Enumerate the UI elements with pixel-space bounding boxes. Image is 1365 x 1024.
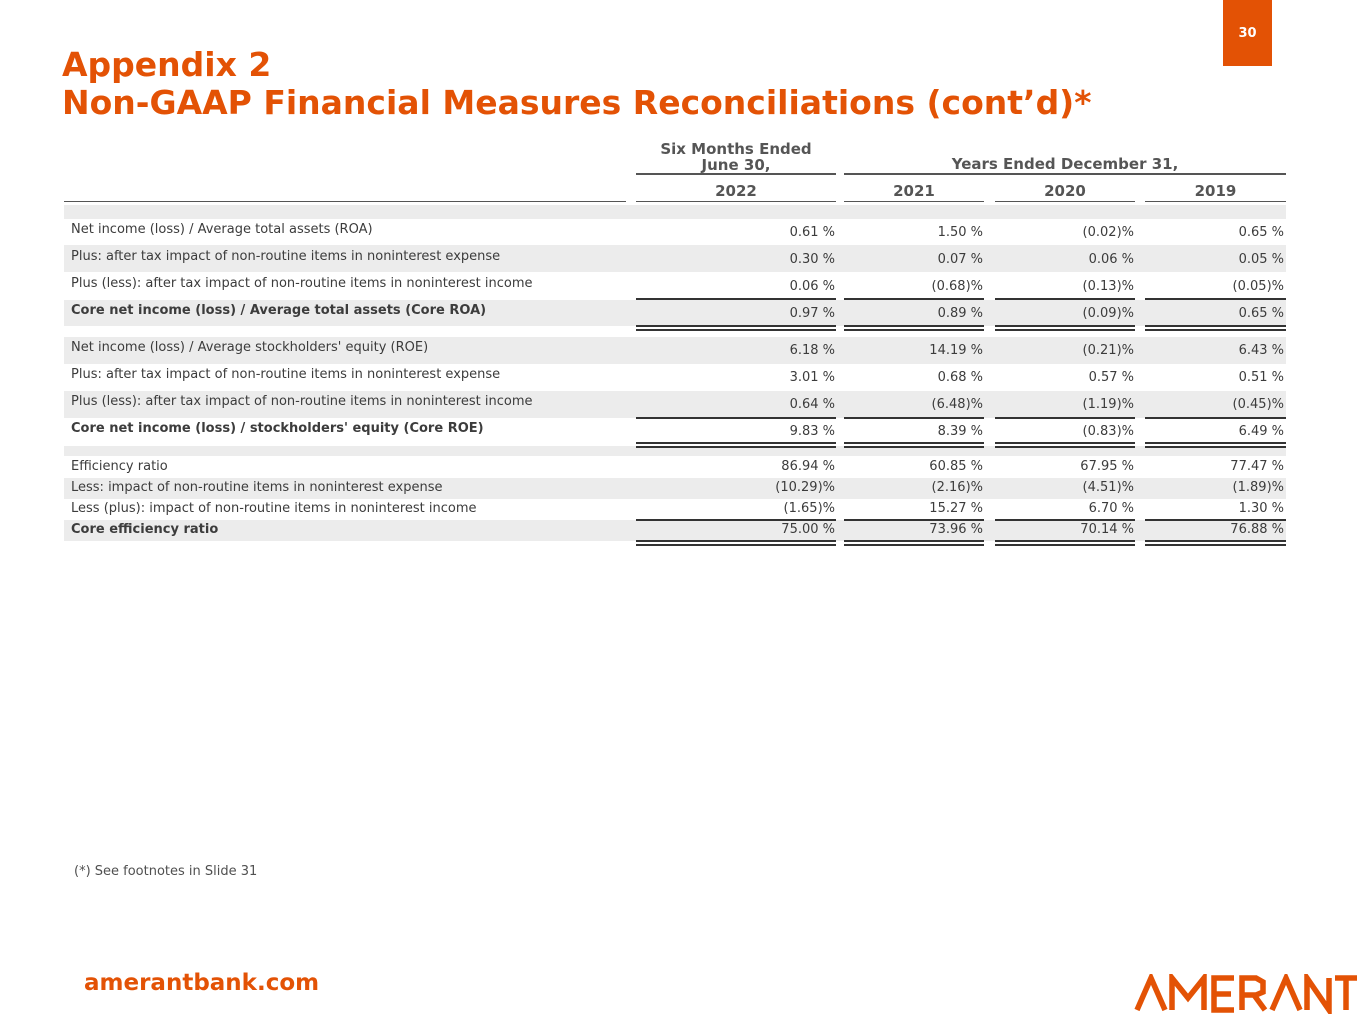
cell-2019: 0.05 % xyxy=(1238,252,1284,267)
column-header-2022: 2022 xyxy=(715,182,757,200)
cell-2022: 6.18 % xyxy=(789,343,835,358)
subtotal-rule xyxy=(1145,298,1286,300)
cell-2020: (0.13)% xyxy=(1082,279,1134,294)
spacer-band xyxy=(64,205,1286,219)
subtotal-rule xyxy=(636,298,836,300)
page-number-badge xyxy=(1223,0,1272,66)
row-label: Plus (less): after tax impact of non-routine items in noninterest income xyxy=(71,276,533,291)
row-label: Plus (less): after tax impact of non-routine items in noninterest income xyxy=(71,394,533,409)
cell-2019: (0.05)% xyxy=(1232,279,1284,294)
total-double-rule xyxy=(636,442,836,448)
table-row-total xyxy=(64,520,1286,541)
row-label: Less: impact of non-routine items in noninterest expense xyxy=(71,480,443,495)
cell-2022: 3.01 % xyxy=(789,370,835,385)
cell-2021: (2.16)% xyxy=(931,480,983,495)
row-label: Less (plus): impact of non-routine items in noninterest income xyxy=(71,501,477,516)
table-row xyxy=(64,247,1286,273)
cell-2022: (10.29)% xyxy=(775,480,835,495)
total-double-rule xyxy=(995,325,1135,331)
row-label: Plus: after tax impact of non-routine items in noninterest expense xyxy=(71,249,501,264)
cell-2020: (4.51)% xyxy=(1082,480,1134,495)
cell-2019: 0.51 % xyxy=(1238,370,1284,385)
table-row xyxy=(64,499,1286,520)
cell-2020: 0.06 % xyxy=(1088,252,1134,267)
cell-2022: 0.97 % xyxy=(789,306,835,321)
cell-2022: 0.64 % xyxy=(789,397,835,412)
header-years-ended: Years Ended December 31, xyxy=(951,155,1179,173)
cell-2021: 60.85 % xyxy=(929,459,983,474)
cell-2020: (0.83)% xyxy=(1082,424,1134,439)
total-double-rule xyxy=(844,540,984,546)
cell-2021: 8.39 % xyxy=(937,424,983,439)
page-number: 30 xyxy=(1238,25,1257,41)
total-double-rule xyxy=(636,540,836,546)
row-label: Core net income (loss) / stockholders' equity (Core ROE) xyxy=(71,421,484,436)
row-label: Net income (loss) / Average total assets (ROA) xyxy=(71,222,373,237)
cell-2019: 6.43 % xyxy=(1238,343,1284,358)
row-label: Efficiency ratio xyxy=(71,459,168,474)
row-label: Core efficiency ratio xyxy=(71,522,219,537)
table-row xyxy=(64,220,1286,246)
table-row xyxy=(64,274,1286,300)
amerant-logo xyxy=(1134,974,1358,1018)
table-row xyxy=(64,478,1286,499)
row-label: Net income (loss) / Average stockholders' equity (ROE) xyxy=(71,340,429,355)
cell-2022: 0.61 % xyxy=(789,225,835,240)
cell-2019: 0.65 % xyxy=(1238,306,1284,321)
cell-2019: (1.89)% xyxy=(1232,480,1284,495)
header-underline-2020 xyxy=(995,201,1135,202)
cell-2021: (6.48)% xyxy=(931,397,983,412)
cell-2021: 0.68 % xyxy=(937,370,983,385)
row-label: Plus: after tax impact of non-routine items in noninterest expense xyxy=(71,367,501,382)
total-double-rule xyxy=(1145,325,1286,331)
cell-2022: 75.00 % xyxy=(781,522,835,537)
cell-2021: 15.27 % xyxy=(929,501,983,516)
total-double-rule xyxy=(995,540,1135,546)
header-underline-2021 xyxy=(844,201,984,202)
cell-2022: 9.83 % xyxy=(789,424,835,439)
header-years-rule xyxy=(844,173,1286,175)
cell-2021: (0.68)% xyxy=(931,279,983,294)
cell-2022: 0.06 % xyxy=(789,279,835,294)
cell-2022: 0.30 % xyxy=(789,252,835,267)
column-header-2019: 2019 xyxy=(1194,182,1237,200)
table-row xyxy=(64,365,1286,391)
cell-2021: 1.50 % xyxy=(937,225,983,240)
header-underline-2022 xyxy=(636,201,836,202)
header-underline-label xyxy=(64,201,626,202)
table-row xyxy=(64,457,1286,478)
column-header-2020: 2020 xyxy=(1044,182,1086,200)
header-six-months: Six Months Ended June 30, xyxy=(660,140,812,174)
header-underline-2019 xyxy=(1145,201,1286,202)
cell-2019: 6.49 % xyxy=(1238,424,1284,439)
cell-2019: 0.65 % xyxy=(1238,225,1284,240)
row-label: Core net income (loss) / Average total assets (Core ROA) xyxy=(71,303,487,318)
cell-2020: (0.09)% xyxy=(1082,306,1134,321)
cell-2019: 76.88 % xyxy=(1230,522,1284,537)
table-row xyxy=(64,392,1286,418)
table-row xyxy=(64,338,1286,364)
total-double-rule xyxy=(636,325,836,331)
subtotal-rule xyxy=(844,298,984,300)
cell-2021: 0.07 % xyxy=(937,252,983,267)
cell-2019: 77.47 % xyxy=(1230,459,1284,474)
title-line-2: Non-GAAP Financial Measures Reconciliations (cont’d)* xyxy=(62,83,1092,122)
cell-2020: 6.70 % xyxy=(1088,501,1134,516)
total-double-rule xyxy=(995,442,1135,448)
title-line-1: Appendix 2 xyxy=(62,45,272,84)
cell-2021: 0.89 % xyxy=(937,306,983,321)
cell-2020: 70.14 % xyxy=(1080,522,1134,537)
total-double-rule xyxy=(844,442,984,448)
cell-2022: (1.65)% xyxy=(783,501,835,516)
cell-2021: 73.96 % xyxy=(929,522,983,537)
footnote: (*) See footnotes in Slide 31 xyxy=(74,864,258,879)
cell-2019: (0.45)% xyxy=(1232,397,1284,412)
cell-2019: 1.30 % xyxy=(1238,501,1284,516)
table-row-total xyxy=(64,419,1286,444)
cell-2020: (0.21)% xyxy=(1082,343,1134,358)
total-double-rule xyxy=(1145,540,1286,546)
table-row-total xyxy=(64,301,1286,326)
cell-2020: (0.02)% xyxy=(1082,225,1134,240)
cell-2020: 67.95 % xyxy=(1080,459,1134,474)
page-title xyxy=(62,46,1092,122)
cell-2020: (1.19)% xyxy=(1082,397,1134,412)
header-six-months-rule xyxy=(636,173,836,175)
website-link[interactable]: amerantbank.com xyxy=(84,970,320,996)
cell-2021: 14.19 % xyxy=(929,343,983,358)
cell-2020: 0.57 % xyxy=(1088,370,1134,385)
amerant-logo-mark xyxy=(1134,974,1358,1014)
total-double-rule xyxy=(844,325,984,331)
column-header-2021: 2021 xyxy=(893,182,935,200)
total-double-rule xyxy=(1145,442,1286,448)
subtotal-rule xyxy=(995,298,1135,300)
cell-2022: 86.94 % xyxy=(781,459,835,474)
